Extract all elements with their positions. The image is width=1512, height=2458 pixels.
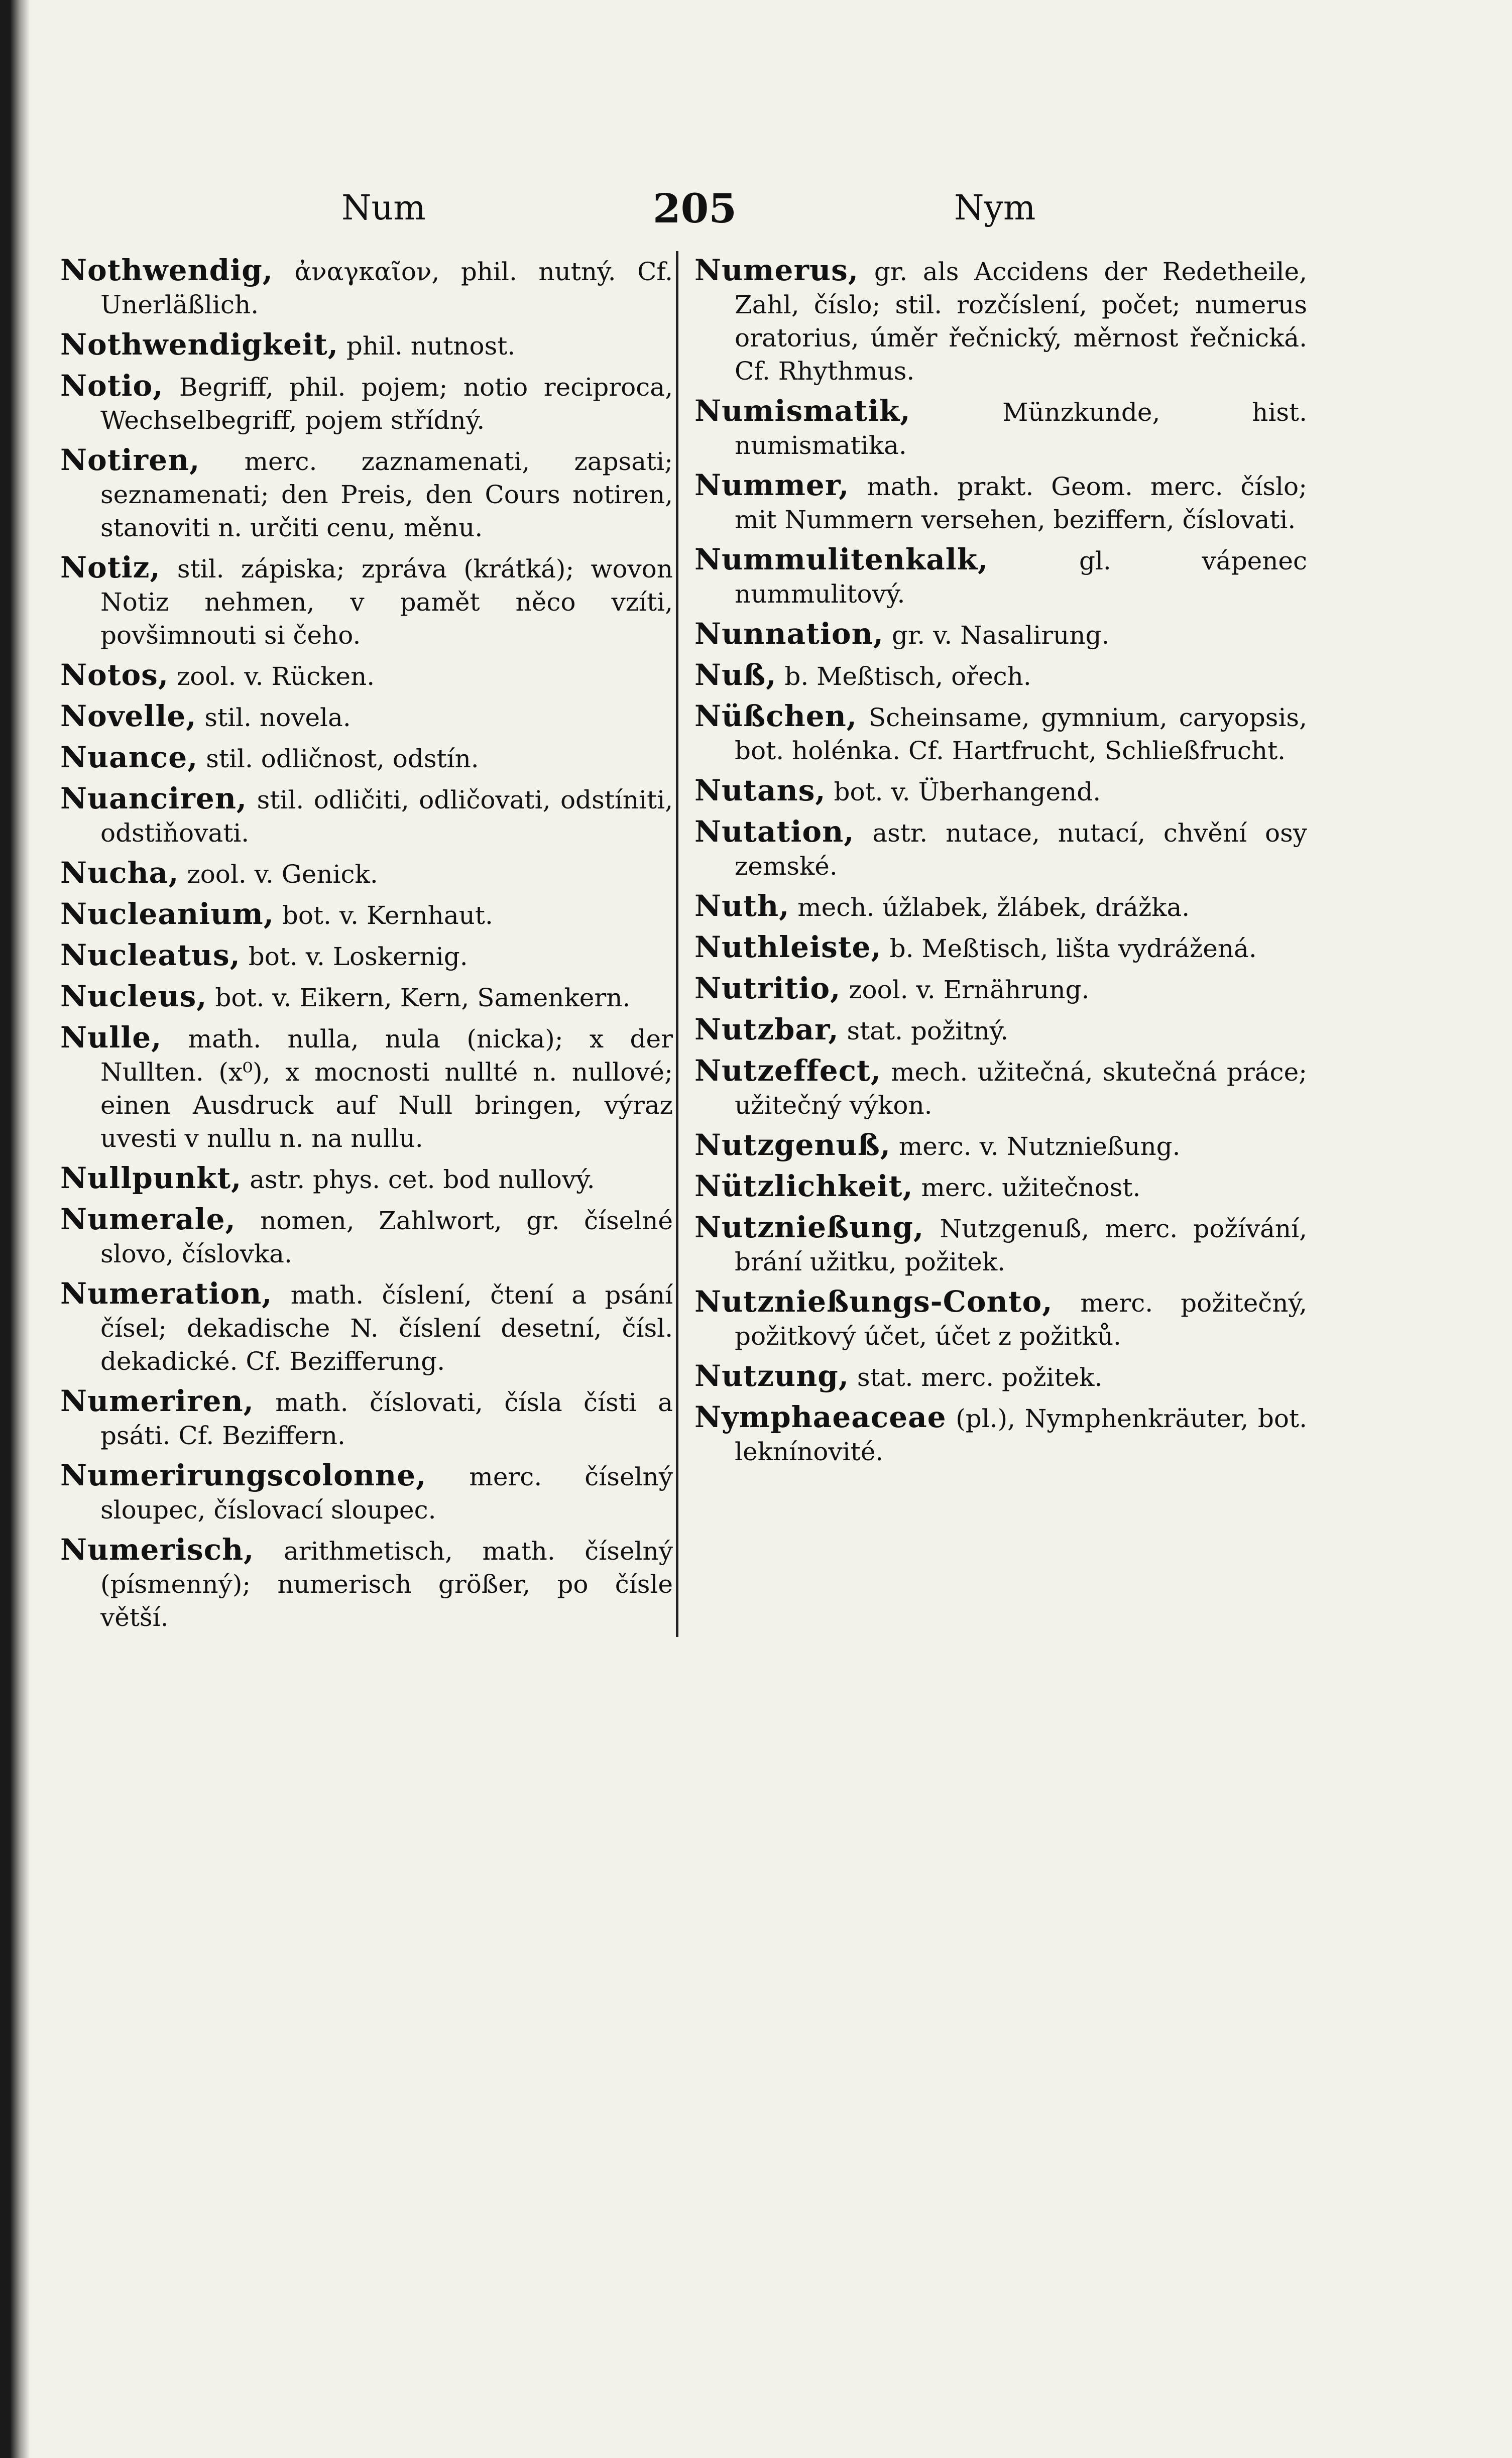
dictionary-entry <box>694 254 1307 388</box>
entry-headword: Nothwendigkeit, <box>60 327 338 362</box>
left-column <box>60 254 673 2152</box>
entry-definition: Nutzgenuß, merc. požívání, brání užitku, požitek. <box>735 1214 1307 1276</box>
dictionary-entry <box>694 889 1307 924</box>
entry-headword: Nuß, <box>694 658 777 692</box>
entry-headword: Numerus, <box>694 254 859 287</box>
dictionary-entry <box>694 1359 1307 1394</box>
entry-definition: gr. als Accidens der Redetheile, Zahl, číslo; stil. rozčíslení, počet; numerus oratorius, úměr řečnický, měrnost řečnická. Cf. Rhythmus. <box>735 257 1307 386</box>
entry-headword: Notos, <box>60 658 169 692</box>
entry-headword: Nucleus, <box>60 979 207 1013</box>
dictionary-entry <box>60 1459 673 1527</box>
entry-definition: bot. v. Überhangend. <box>834 777 1101 806</box>
dictionary-entry <box>60 369 673 437</box>
entry-definition: mech. úžlabek, žlábek, drážka. <box>797 893 1190 922</box>
entry-definition: stat. požitný. <box>847 1016 1009 1045</box>
dictionary-entry <box>694 972 1307 1006</box>
dictionary-entry <box>60 699 673 734</box>
dictionary-entry <box>60 1277 673 1378</box>
dictionary-entry <box>60 1161 673 1196</box>
right-column <box>694 254 1307 2152</box>
dictionary-entry <box>694 1054 1307 1122</box>
dictionary-entry <box>694 815 1307 883</box>
entry-definition: merc. v. Nutznießung. <box>898 1132 1181 1161</box>
entry-definition: math. prakt. Geom. merc. číslo; mit Nummern versehen, beziffern, číslovati. <box>735 472 1307 534</box>
entry-headword: Numerale, <box>60 1202 236 1236</box>
entry-definition: math. číslovati, čísla čísti a psáti. Cf. Beziffern. <box>100 1388 673 1450</box>
dictionary-entry <box>694 394 1307 462</box>
entry-definition: ἀναγκαῖον, phil. nutný. Cf. Unerläßlich. <box>100 257 673 319</box>
running-header <box>341 186 1075 241</box>
entry-headword: Nunnation, <box>694 617 884 651</box>
entry-headword: Nutans, <box>694 773 826 807</box>
dictionary-entry <box>694 699 1307 767</box>
entry-headword: Nummulitenkalk, <box>694 542 989 576</box>
entry-definition: b. Meßtisch, ořech. <box>784 662 1031 691</box>
entry-headword: Nutznießung, <box>694 1210 924 1244</box>
entry-definition: stil. odličnost, odstín. <box>206 744 479 773</box>
entry-definition: stat. merc. požitek. <box>857 1363 1103 1392</box>
entry-headword: Novelle, <box>60 699 197 733</box>
entry-headword: Nutzung, <box>694 1359 849 1393</box>
dictionary-entry <box>694 1169 1307 1204</box>
entry-definition: gr. v. Nasalirung. <box>891 621 1110 650</box>
dictionary-entry <box>694 930 1307 965</box>
dictionary-entry <box>694 1013 1307 1047</box>
entry-headword: Nullpunkt, <box>60 1161 242 1195</box>
entry-headword: Nutznießungs-Conto, <box>694 1284 1053 1319</box>
dictionary-entry <box>694 774 1307 808</box>
entry-headword: Nucha, <box>60 856 179 890</box>
entry-definition: merc. užitečnost. <box>921 1173 1141 1202</box>
entry-headword: Notio, <box>60 369 164 403</box>
entry-definition: math. nulla, nula (nicka); x der Nullten. (x⁰), x mocnosti nullté n. nullové; einen Ausdruck auf Null bringen, výraz uvesti v nullu n. na nullu. <box>100 1024 673 1153</box>
entry-headword: Nutzbar, <box>694 1012 839 1046</box>
entry-definition: astr. phys. cet. bod nullový. <box>250 1165 595 1194</box>
entry-headword: Numeriren, <box>60 1384 254 1418</box>
entry-definition: bot. v. Eikern, Kern, Samenkern. <box>215 983 631 1012</box>
entry-definition: (pl.), Nymphenkräuter, bot. leknínovité. <box>735 1404 1307 1466</box>
dictionary-entry <box>60 782 673 850</box>
entry-headword: Nummer, <box>694 468 850 502</box>
header-right-guideword: Nym <box>954 188 1036 228</box>
dictionary-entry <box>694 1400 1307 1468</box>
entry-definition: stil. novela. <box>204 703 351 732</box>
entry-headword: Notiz, <box>60 550 161 584</box>
dictionary-entry <box>60 1384 673 1452</box>
entry-definition: stil. zápiska; zpráva (krátká); wovon Notiz nehmen, v pamět něco vzíti, povšimnouti si čeho. <box>100 554 673 650</box>
dictionary-entry <box>60 741 673 775</box>
entry-definition: bot. v. Kernhaut. <box>282 901 493 930</box>
entry-definition: arithmetisch, math. číselný (písmenný); numerisch größer, po čísle větší. <box>100 1537 673 1632</box>
entry-headword: Nothwendig, <box>60 254 273 287</box>
entry-headword: Nutzeffect, <box>694 1054 881 1088</box>
dictionary-entry <box>60 1203 673 1270</box>
dictionary-entry <box>60 328 673 363</box>
dictionary-entry <box>60 856 673 891</box>
dictionary-entry <box>60 939 673 973</box>
dictionary-entry <box>694 658 1307 693</box>
dictionary-entry <box>60 1533 673 1634</box>
entry-definition: astr. nutace, nutací, chvění osy zemské. <box>735 818 1307 881</box>
entry-headword: Numerirungscolonne, <box>60 1458 427 1492</box>
entry-definition: merc. číselný sloupec, číslovací sloupec. <box>100 1462 673 1525</box>
entry-headword: Nüßchen, <box>694 699 857 733</box>
entry-headword: Notiren, <box>60 443 200 477</box>
entry-definition: phil. nutnost. <box>346 331 516 361</box>
entry-headword: Nuance, <box>60 740 198 774</box>
entry-headword: Nymphaeaceae <box>694 1400 947 1434</box>
entry-headword: Nutation, <box>694 814 855 849</box>
entry-headword: Nuthleiste, <box>694 930 882 964</box>
entry-definition: gl. vápenec nummulitový. <box>735 546 1307 609</box>
entry-definition: Münzkunde, hist. numismatika. <box>735 398 1307 460</box>
dictionary-entry <box>60 1021 673 1155</box>
entry-definition: math. číslení, čtení a psání čísel; dekadische N. číslení desetní, čísl. dekadické. Cf. Bezifferung. <box>100 1280 673 1376</box>
entry-definition: stil. odličiti, odličovati, odstíniti, odstiňovati. <box>100 785 673 848</box>
entry-headword: Numeration, <box>60 1276 273 1311</box>
entry-headword: Nutzgenuß, <box>694 1128 891 1162</box>
dictionary-entry <box>694 1285 1307 1353</box>
dictionary-entry <box>694 1211 1307 1278</box>
dictionary-entry <box>60 254 673 321</box>
page-edge-shadow <box>0 0 30 2458</box>
entry-definition: zool. v. Rücken. <box>176 662 375 691</box>
dictionary-entry <box>60 658 673 693</box>
entry-headword: Nutritio, <box>694 971 841 1005</box>
dictionary-entry <box>60 897 673 932</box>
dictionary-entry <box>694 543 1307 611</box>
entry-definition: nomen, Zahlwort, gr. číselné slovo, číslovka. <box>100 1206 673 1268</box>
entry-headword: Numismatik, <box>694 394 911 428</box>
entry-headword: Nuanciren, <box>60 781 248 815</box>
entry-headword: Nützlichkeit, <box>694 1169 913 1203</box>
dictionary-entry <box>694 469 1307 536</box>
entry-definition: merc. zaznamenati, zapsati; seznamenati; den Preis, den Cours notiren, stanoviti n. určiti cenu, měnu. <box>100 447 673 542</box>
entry-headword: Numerisch, <box>60 1533 255 1567</box>
entry-headword: Nulle, <box>60 1020 162 1055</box>
dictionary-entry <box>694 1128 1307 1163</box>
entry-headword: Nuth, <box>694 889 790 923</box>
entry-headword: Nucleatus, <box>60 938 241 972</box>
dictionary-entry <box>694 617 1307 652</box>
entry-definition: zool. v. Genick. <box>187 860 378 889</box>
column-divider <box>676 251 678 1637</box>
entry-definition: merc. požitečný, požitkový účet, účet z požitků. <box>735 1289 1307 1351</box>
entry-definition: mech. užitečná, skutečná práce; užitečný výkon. <box>735 1058 1307 1120</box>
page-number: 205 <box>653 185 737 232</box>
header-left-guideword: Num <box>341 188 426 228</box>
entry-definition: bot. v. Loskernig. <box>248 942 468 971</box>
entry-definition: Begriff, phil. pojem; notio reciproca, Wechselbegriff, pojem střídný. <box>100 373 673 435</box>
dictionary-entry <box>60 980 673 1014</box>
entry-headword: Nucleanium, <box>60 897 274 931</box>
entry-definition: Scheinsame, gymnium, caryopsis, bot. holénka. Cf. Hartfrucht, Schließfrucht. <box>735 703 1307 765</box>
dictionary-entry <box>60 443 673 544</box>
entry-definition: b. Meßtisch, lišta vydrážená. <box>889 934 1257 963</box>
dictionary-entry <box>60 551 673 652</box>
entry-definition: zool. v. Ernährung. <box>849 975 1090 1004</box>
